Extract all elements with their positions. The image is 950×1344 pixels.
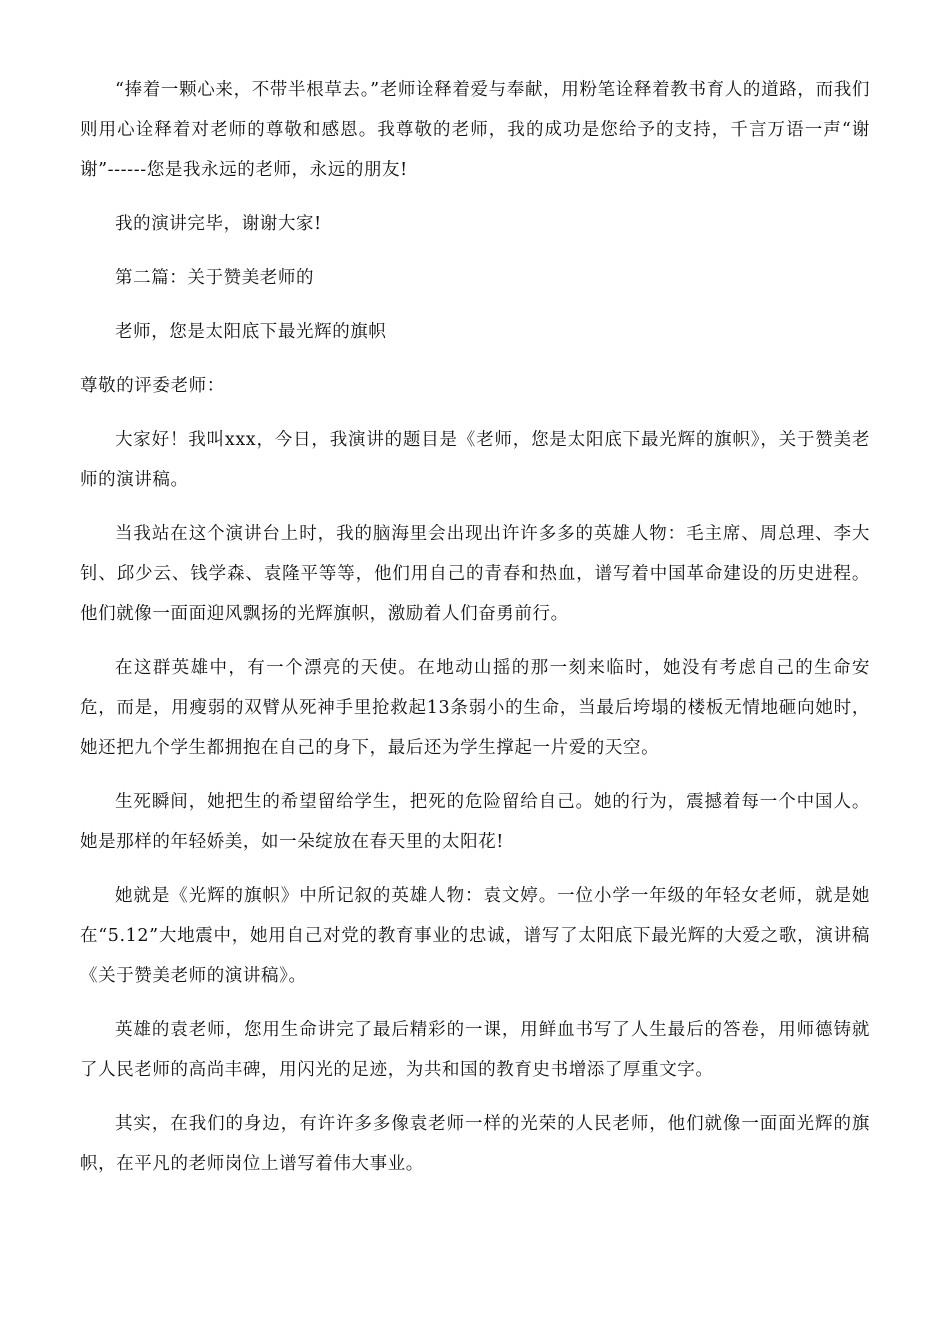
document-page	[80, 70, 870, 1198]
speech-title: 老师，您是太阳底下最光辉的旗帜	[115, 322, 387, 342]
section-heading: 第二篇：关于赞美老师的	[115, 268, 315, 288]
salutation: 尊敬的评委老师：	[80, 376, 225, 396]
paragraph-speech-end: 我的演讲完毕，谢谢大家!	[115, 214, 322, 234]
paragraph-closing-quote: “捧着一颗心来，不带半根草去。”老师诠释着爱与奉献，用粉笔诠释着教书育人的道路，而我们则用心诠释着对老师的尊敬和感恩。我尊敬的老师，我的成功是您给予的支持，千言万语一声“谢谢”------您是我永远的老师，永远的朋友!	[80, 80, 870, 180]
paragraph-heroic-teacher: 英雄的袁老师，您用生命讲完了最后精彩的一课，用鲜血书写了人生最后的答卷，用师德铸就了人民老师的高尚丰碑，用闪光的足迹，为共和国的教育史书增添了厚重文字。	[80, 1020, 870, 1080]
paragraph-ordinary-teachers: 其实，在我们的身边，有许许多多像袁老师一样的光荣的人民老师，他们就像一面面光辉的旗帜，在平凡的老师岗位上谱写着伟大事业。	[80, 1114, 870, 1174]
paragraph-heroes: 当我站在这个演讲台上时，我的脑海里会出现出许许多多的英雄人物：毛主席、周总理、李大钊、邱少云、钱学森、袁隆平等等，他们用自己的青春和热血，谱写着中国革命建设的历史进程。他们就像一面面迎风飘扬的光辉旗帜，激励着人们奋勇前行。	[80, 524, 870, 624]
paragraph-angel: 在这群英雄中，有一个漂亮的天使。在地动山摇的那一刻来临时，她没有考虑自己的生命安危，而是，用瘦弱的双臂从死神手里抢救起13条弱小的生命，当最后垮塌的楼板无情地砸向她时，她还把九个学生都拥抱在自己的身下，最后还为学生撑起一片爱的天空。	[80, 658, 870, 758]
paragraph-greeting: 大家好！我叫xxx，今日，我演讲的题目是《老师，您是太阳底下最光辉的旗帜》，关于赞美老师的演讲稿。	[80, 430, 870, 490]
paragraph-yuan-wenting: 她就是《光辉的旗帜》中所记叙的英雄人物：袁文婷。一位小学一年级的年轻女老师，就是她在“5.12”大地震中，她用自己对党的教育事业的忠诚，谱写了太阳底下最光辉的大爱之歌，演讲稿《关于赞美老师的演讲稿》。	[80, 886, 870, 986]
paragraph-life-death: 生死瞬间，她把生的希望留给学生，把死的危险留给自己。她的行为，震撼着每一个中国人。她是那样的年轻娇美，如一朵绽放在春天里的太阳花!	[80, 792, 870, 852]
